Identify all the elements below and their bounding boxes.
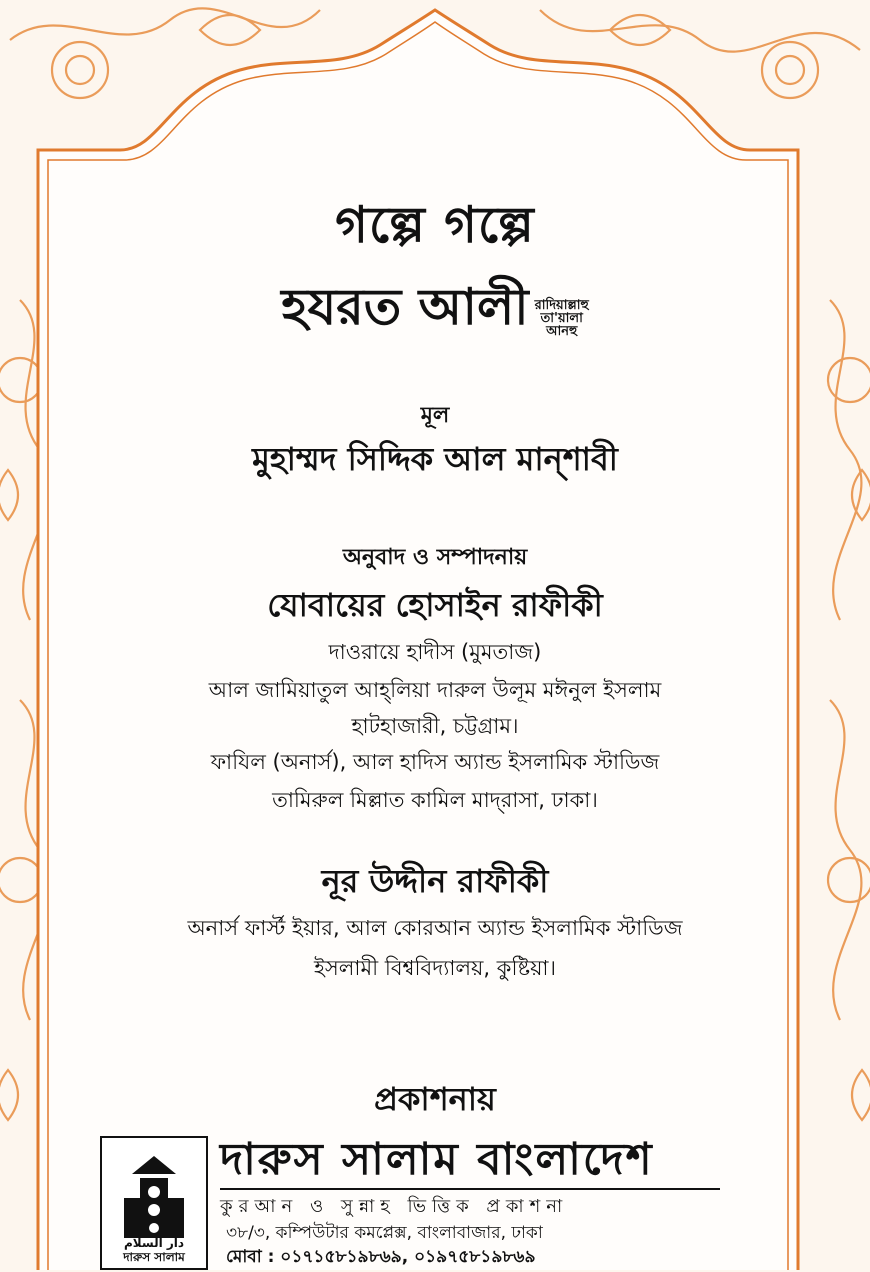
book-title-line2	[0, 270, 870, 353]
translation-label: অনুবাদ ও সম্পাদনায়	[342, 545, 528, 570]
logo-bangla-text: দারুস সালাম	[123, 1250, 185, 1264]
honorific-line: তা'য়ালা	[540, 311, 583, 326]
original-author: মুহাম্মদ সিদ্দিক আল মান্‌শাবী	[252, 440, 618, 478]
translator1-credential: দাওরায়ে হাদীস (মুমতাজ)	[328, 640, 542, 664]
original-label: মূল	[420, 403, 450, 428]
translator1-credential: আল জামিয়াতুল আহ্‌লিয়া দারুল উলূম মঈনুল ইসলাম	[208, 678, 662, 702]
translator2-credential: অনার্স ফার্স্ট ইয়ার, আল কোরআন অ্যান্ড ইসলামিক স্টাডিজ	[187, 916, 683, 940]
translator1-credential: ফাযিল (অনার্স), আল হাদিস অ্যান্ড ইসলামিক স্টাডিজ	[210, 750, 660, 774]
translator1-credential: হাটহাজারী, চট্টগ্রাম।	[351, 714, 519, 738]
publisher-block	[100, 1136, 720, 1270]
translator2-name: নূর উদ্দীন রাফীকী	[321, 862, 549, 900]
logo-arabic-text: دار السلام	[123, 1236, 185, 1250]
book-title-main: হযরত আলী	[281, 278, 529, 336]
translator1-credential: তামিরুল মিল্লাত কামিল মাদ্‌রাসা, ঢাকা।	[272, 788, 598, 812]
honorific-line: রাদিয়াল্লাহু	[534, 298, 589, 313]
book-title-line1: গল্পে গল্পে	[335, 196, 535, 254]
publisher-phone: মোবা : ০১৭১৫৮১৯৮৬৯, ০১৯৭৫৮১৯৮৬৯	[226, 1247, 536, 1267]
publisher-tagline: কুরআন ও সুন্নাহ ভিত্তিক প্রকাশনা	[220, 1188, 720, 1223]
honorific-badge	[535, 299, 589, 338]
honorific-line: আনহু	[546, 324, 578, 339]
translator2-credential: ইসলামী বিশ্ববিদ্যালয়, কুষ্টিয়া।	[313, 956, 557, 980]
publisher-logo	[100, 1136, 208, 1270]
publisher-name: দারুস সালাম বাংলাদেশ	[220, 1134, 654, 1185]
publisher-label: প্রকাশনায়	[374, 1080, 496, 1118]
translator1-name: যোবায়ের হোসাইন রাফীকী	[267, 586, 603, 624]
publisher-address: ৩৮/৩, কম্পিউটার কমপ্লেক্স, বাংলাবাজার, ঢাকা	[226, 1223, 543, 1243]
